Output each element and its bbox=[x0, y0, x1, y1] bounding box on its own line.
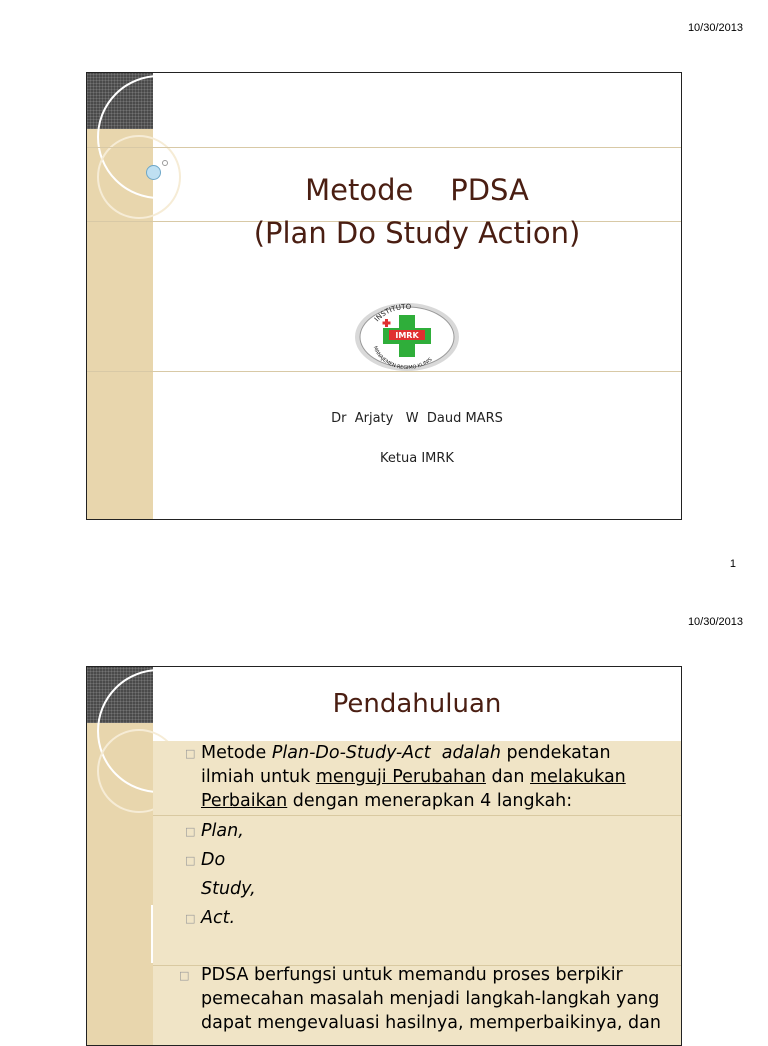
content-slide bbox=[86, 666, 682, 1046]
author-role: Ketua IMRK bbox=[380, 451, 454, 466]
page-date: 10/30/2013 bbox=[687, 616, 743, 628]
step-study: Study, bbox=[201, 879, 256, 899]
bullet-icon: □ bbox=[185, 825, 196, 838]
imrk-logo bbox=[353, 301, 461, 373]
logo-bottom-text: MANAJEMEN REGIMO KLINIS bbox=[371, 345, 434, 372]
bullet-1-line-3: Perbaikan dengan menerapkan 4 langkah: bbox=[201, 791, 573, 811]
divider-line bbox=[153, 815, 681, 816]
page-number: 1 bbox=[729, 558, 736, 570]
bullet-1-line-2: ilmiah untuk menguji Perubahan dan melakukan bbox=[201, 767, 626, 787]
title-slide bbox=[86, 72, 682, 520]
slide-title bbox=[153, 169, 681, 255]
bullet-2-line-2: pemecahan masalah menjadi langkah-langkah yang bbox=[201, 989, 660, 1009]
bullet-icon: □ bbox=[179, 969, 190, 982]
author-name: Dr Arjaty W Daud MARS bbox=[331, 411, 503, 426]
bullet-icon: □ bbox=[185, 912, 196, 925]
step-act: Act. bbox=[201, 908, 236, 928]
bullet-2-line-3: dapat mengevaluasi hasilnya, memperbaikinya, dan bbox=[201, 1013, 661, 1033]
divider-line bbox=[87, 147, 681, 148]
bubble-icon bbox=[162, 160, 168, 166]
step-plan: Plan, bbox=[201, 821, 244, 841]
bullet-1-line-1: Metode Plan-Do-Study-Act adalah pendekatan bbox=[201, 743, 611, 763]
bullet-icon: □ bbox=[185, 854, 196, 867]
bullet-2-line-1: PDSA berfungsi untuk memandu proses berpikir bbox=[201, 965, 623, 985]
logo-ring-text: INSTITUTO bbox=[372, 302, 412, 324]
page-date: 10/30/2013 bbox=[687, 22, 743, 34]
title-line-1: Metode PDSA bbox=[305, 173, 529, 207]
logo-badge-text: IMRK bbox=[395, 331, 419, 340]
slide-content bbox=[153, 741, 681, 1046]
slide-title: Pendahuluan bbox=[332, 689, 502, 719]
step-do: Do bbox=[201, 850, 226, 870]
title-line-2: (Plan Do Study Action) bbox=[253, 216, 581, 250]
bullet-icon: □ bbox=[185, 747, 196, 760]
